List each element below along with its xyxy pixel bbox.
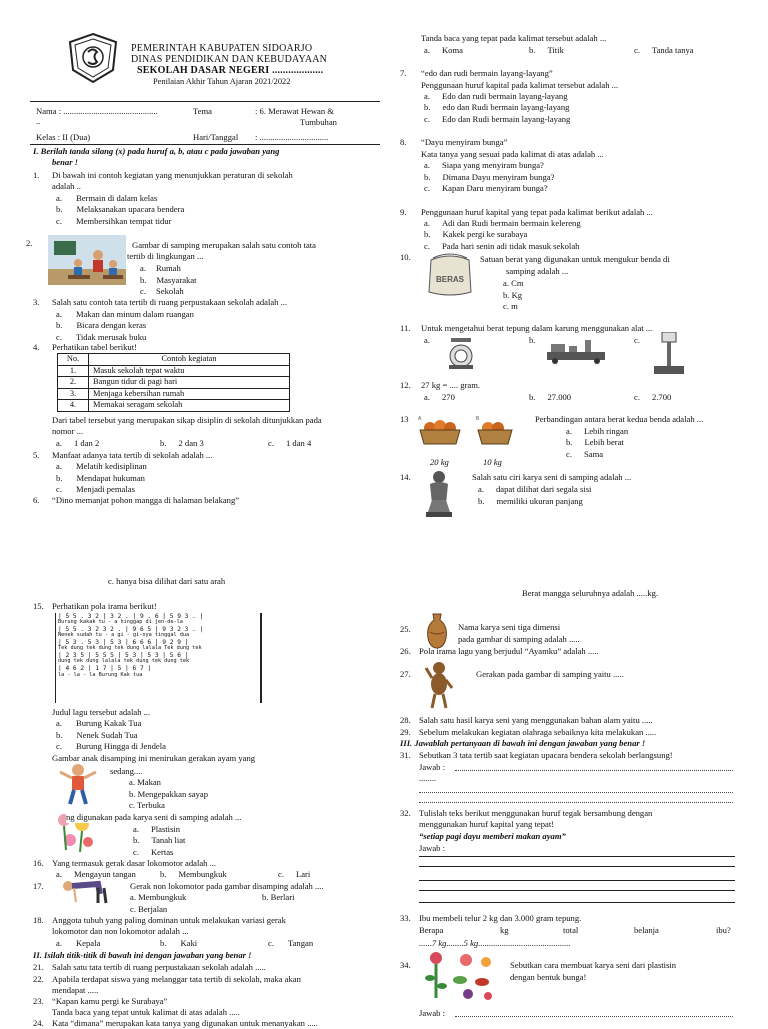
basket-a-weight: 20 kg — [430, 457, 449, 467]
q31-dots: ........ — [419, 773, 437, 783]
name-extra: .. — [36, 116, 41, 126]
q18-option-c[interactable]: c. Tangan — [268, 938, 314, 948]
q2-option-a[interactable]: a. Rumah — [140, 263, 181, 273]
rhythm-notation — [55, 613, 262, 703]
material-question-text: ng digunakan pada karya seni di samping adalah ... — [66, 812, 242, 822]
header-divider — [30, 101, 380, 102]
q18-a: Kepala — [75, 938, 101, 948]
q8-option-a[interactable]: a. Siapa yang menyiram bunga? — [424, 160, 544, 170]
classroom-picture — [48, 235, 126, 285]
q12-option-c[interactable]: c. 2.700 — [634, 392, 672, 402]
q32-text-2: menggunakan huruf kapital yang tepat! — [419, 819, 555, 829]
q3-a: Makan dan minum dalam ruangan — [75, 309, 194, 319]
bending-child-picture — [58, 876, 120, 904]
q28-text: Salah satu hasil karya seni yang menggunakan bahan alam yaitu ..... — [419, 715, 653, 725]
q32-writing-line[interactable] — [419, 902, 735, 903]
q8-text: “Dayu menyiram bunga” — [421, 137, 508, 147]
table-cell-no: 1. — [58, 365, 89, 377]
q16-num: 16. — [33, 858, 44, 868]
q22-num: 22. — [33, 974, 44, 984]
school-name: SEKOLAH DASAR NEGERI — [137, 65, 270, 76]
notation-line: | 5 3 . 5 3 | 5 3 | 6 6 6 | 9 2 9 | — [58, 639, 189, 647]
table-cell-no: 3. — [58, 388, 89, 400]
q10-option-c[interactable]: c. m — [503, 301, 518, 311]
q16-c: Lari — [295, 869, 311, 879]
header-line-1: PEMERINTAH KABUPATEN SIDOARJO — [131, 43, 313, 54]
table-cell-activity: Menjaga kebersihan rumah — [89, 388, 290, 400]
q25-text-2: pada gambar di samping adalah ..... — [458, 634, 580, 644]
q21-text: Salah satu tata tertib di ruang perpustakaan sekolah adalah ..... — [52, 962, 266, 972]
q7-num: 7. — [400, 68, 407, 78]
q15-b: Nenek Sudah Tua — [76, 730, 138, 740]
q3-option-b[interactable]: b. Bicara dengan keras — [56, 320, 147, 330]
q6-text: “Dino memanjat pohon mangga di halaman belakang” — [52, 495, 240, 505]
q13-a: Lebih ringan — [583, 426, 629, 436]
q7-text: “edo dan rudi bermain layang-layang” — [421, 68, 553, 78]
identity-divider — [30, 144, 380, 145]
q17-option-a[interactable]: a. Membungkuk — [130, 892, 187, 902]
q4-option-a[interactable]: a. 1 dan 2 — [56, 438, 100, 448]
q33-word: belanja — [634, 925, 659, 935]
q11-option-a[interactable]: a. — [424, 335, 430, 345]
q25-text: Nama karya seni tiga dimensi — [458, 622, 561, 632]
q33-word: ibu? — [716, 925, 731, 935]
material-option-c[interactable]: c. Kertas — [133, 847, 174, 857]
q5-b: Mendapat hukuman — [76, 473, 145, 483]
q32-num: 32. — [400, 808, 411, 818]
q17-option-c[interactable]: c. Berjalan — [130, 904, 168, 914]
q12-a: 270 — [441, 392, 455, 402]
r-top-option-c[interactable]: c. Tanda tanya — [634, 45, 694, 55]
q4-option-c[interactable]: c. 1 dan 4 — [268, 438, 312, 448]
continued-right: Berat mangga seluruhnya adalah .....kg. — [522, 588, 659, 598]
q27-num: 27. — [400, 669, 411, 679]
table-header-no: No. — [58, 354, 89, 366]
regency-logo — [66, 32, 120, 84]
q18-text: Anggota tubuh yang paling dominan untuk melakukan variasi gerak — [52, 915, 286, 925]
q9-b: Kakek pergi ke surabaya — [442, 229, 528, 239]
q31-answer-line[interactable] — [419, 802, 733, 803]
notation-line: | 4 6 2 | 1 7 | 5 | 6 7 | — [58, 665, 152, 673]
sack-label: BERAS — [435, 275, 465, 284]
q22-text: Apabila terdapat siswa yang melanggar tata tertib di sekolah, maka akan — [52, 974, 301, 984]
q7-text-2: Penggunaan huruf kapital pada kalimat tersebut adalah ... — [421, 80, 619, 90]
school-dots: ................... — [272, 65, 324, 76]
tema-value: : 6. Merawat Hewan & — [255, 106, 334, 116]
q18-b: Kaki — [180, 938, 198, 948]
q1-text: Di bawah ini contoh kegiatan yang menunjukkan peraturan di sekolah — [52, 170, 293, 180]
q10-option-a[interactable]: a. Cm — [503, 278, 524, 288]
statue-picture — [424, 470, 454, 518]
q34-text: Sebutkan cara membuat karya seni dari plastisin — [510, 960, 677, 970]
platform-scale-icon — [652, 332, 686, 376]
fruit-baskets-picture — [416, 412, 518, 458]
q12-num: 12. — [400, 380, 411, 390]
q5-a: Melatih kedisiplinan — [75, 461, 147, 471]
table-row — [58, 400, 290, 412]
table-row — [58, 377, 290, 389]
q26-num: 26. — [400, 646, 411, 656]
q32-text: Tulislah teks berikut menggunakan huruf tegak bersambung dengan — [419, 808, 653, 818]
q4-c: 1 dan 4 — [285, 438, 312, 448]
q13-option-c[interactable]: c. Sama — [566, 449, 604, 459]
q9-option-a[interactable]: a. Adi dan Rudi bermain bermain kelereng — [424, 218, 581, 228]
q9-num: 9. — [400, 207, 407, 217]
q3-num: 3. — [33, 297, 40, 307]
q7-a: Edo dan rudi bermain layang-layang — [441, 91, 568, 101]
r-top-b: Titik — [547, 45, 564, 55]
q2-text: Gambar di samping merupakan salah satu contoh tata — [132, 240, 316, 250]
lyric-line: Tek dung tek dung tek dung lalala Tek dung tek — [58, 645, 202, 652]
q27-text: Gerakan pada gambar di samping yaitu ..... — [476, 669, 624, 679]
q8-option-c[interactable]: c. Kapan Daru menyiram bunga? — [424, 183, 548, 193]
q5-option-c[interactable]: c. Menjadi pemalas — [56, 484, 135, 494]
q14-a: dapat dilihat dari segala sisi — [495, 484, 592, 494]
q32-writing-line[interactable] — [419, 866, 735, 867]
q7-option-a[interactable]: a. Edo dan rudi bermain layang-layang — [424, 91, 568, 101]
q8-b: Dimana Dayu menyiram bunga? — [442, 172, 555, 182]
lyric-line: Nenek sudah tu - a gi - gi-nya tinggal dua — [58, 632, 190, 639]
material-a: Plastisin — [150, 824, 181, 834]
q29-text: Sebelum melakukan kegiatan olahraga sebaiknya kita melakukan ..... — [419, 727, 657, 737]
q8-a: Siapa yang menyiram bunga? — [441, 160, 544, 170]
q9-option-c[interactable]: c. Pada hari senin adi tidak masuk sekolah — [424, 241, 580, 251]
section-1-title-2: benar ! — [52, 157, 79, 167]
basket-b-letter: B — [476, 416, 480, 422]
q10-num: 10. — [400, 252, 411, 262]
q16-b: Membungkuk — [178, 869, 227, 879]
q34-num: 34. — [400, 960, 411, 970]
q5-text: Manfaat adanya tata tertib di sekolah adalah ... — [52, 450, 213, 460]
q15-option-a[interactable]: a. Burung Kakak Tua — [56, 718, 142, 728]
table-row — [58, 388, 290, 400]
q15-num: 15. — [33, 601, 44, 611]
r-top-c: Tanda tanya — [651, 45, 694, 55]
q34-jawab-label: Jawab : — [419, 1008, 446, 1018]
q1-option-c[interactable]: c. Membersihkan tempat tidur — [56, 216, 172, 226]
plasticine-flower-picture — [422, 948, 502, 1004]
q4-a: 1 dan 2 — [73, 438, 100, 448]
q10-option-b[interactable]: b. Kg — [503, 290, 523, 300]
q33-answer-line[interactable]: ......7 kg........5 kg........................................... — [419, 938, 571, 948]
q10-text-2: samping adalah ... — [506, 266, 569, 276]
q12-c: 2.700 — [651, 392, 672, 402]
material-option-b[interactable]: b. Tanah liat — [133, 835, 186, 845]
hari-value: : ................................ — [255, 132, 329, 142]
q32-writing-line[interactable] — [419, 890, 735, 891]
material-c: Kertas — [150, 847, 174, 857]
q32-writing-line[interactable] — [419, 856, 735, 857]
q33-handwritten-2: 5 kg — [463, 938, 479, 948]
q33-text: Ibu membeli telur 2 kg dan 3.000 gram tepung. — [419, 913, 582, 923]
notation-line: | 5 5 . 3 2 | 3 2 . | 9 . 6 | 5 9 3 . | — [58, 613, 204, 620]
q3-option-c[interactable]: c. Tidak merusak buku — [56, 332, 147, 342]
q10-text: Satuan berat yang digunakan untuk mengukur benda di — [480, 254, 670, 264]
q12-b: 27.000 — [547, 392, 572, 402]
q9-a: Adi dan Rudi bermain bermain kelereng — [441, 218, 581, 228]
q11-option-c[interactable]: c. — [634, 335, 640, 345]
r-top-a: Koma — [441, 45, 463, 55]
section-2-title: II. Isilah titik-titik di bawah ini dengan jawaban yang benar ! — [33, 950, 252, 960]
q16-option-c[interactable]: c. Lari — [278, 869, 311, 879]
q16-text: Yang termasuk gerak dasar lokomotor adalah ... — [52, 858, 217, 868]
q16-a: Mengayun tangan — [73, 869, 136, 879]
q24-num: 24. — [33, 1018, 44, 1028]
q16-option-a[interactable]: a. Mengayun tangan — [56, 869, 136, 879]
q1-text-2: adalah .. — [52, 181, 81, 191]
q22-text-2: mendapat ..... — [52, 985, 99, 995]
q9-text: Penggunaan huruf kapital yang tepat pada kalimat berikut adalah ... — [421, 207, 653, 217]
q17-text: Gerak non lokomotor pada gambar disamping adalah .... — [130, 881, 324, 891]
hari-label: Hari/Tanggal — [193, 132, 239, 142]
continued-left: c. hanya bisa dilihat dari satu arah — [108, 576, 226, 586]
q2-b: Masyarakat — [156, 275, 197, 285]
q18-c: Tangan — [287, 938, 314, 948]
kitchen-scale-icon — [446, 336, 476, 370]
q15-after: Judul lagu tersebut adalah ... — [52, 707, 151, 717]
q33-num: 33. — [400, 913, 411, 923]
q7-b: edo dan Rudi bermain layang-layang — [442, 102, 570, 112]
q1-num: 1. — [33, 170, 40, 180]
q1-option-b[interactable]: b. Melaksanakan upacara bendera — [56, 204, 185, 214]
q33-word: total — [563, 925, 579, 935]
tema-value-2: Tumbuhan — [300, 117, 337, 127]
q18-text-2: lokomotor dan non lokomotor adalah ... — [52, 926, 189, 936]
q7-c: Edo dan Rudi bermain layang-layang — [441, 114, 571, 124]
q13-b: Lebih berat — [584, 437, 624, 447]
material-option-a[interactable]: a. Plastisin — [133, 824, 181, 834]
q31-answer-line[interactable] — [455, 770, 733, 771]
q32-jawab-label: Jawab : — [419, 843, 446, 853]
child-flapping-picture — [58, 762, 98, 806]
basket-a-letter: A — [418, 416, 422, 422]
q6-num: 6. — [33, 495, 40, 505]
q33-word: Berapa — [419, 925, 444, 935]
q1-b: Melaksanakan upacara bendera — [76, 204, 185, 214]
chicken-option-a[interactable]: a. Makan — [129, 777, 161, 787]
q2-num: 2. — [26, 238, 33, 248]
q2-a: Rumah — [155, 263, 181, 273]
q3-b: Bicara dengan keras — [76, 320, 147, 330]
q3-c: Tidak merusak buku — [75, 332, 147, 342]
material-b: Tanah liat — [151, 835, 186, 845]
q14-option-b[interactable]: b. memiliki ukuran panjang — [478, 496, 583, 506]
q12-text: 27 kg = .... gram. — [421, 380, 481, 390]
q23-num: 23. — [33, 996, 44, 1006]
q17-option-b[interactable]: b. Berlari — [262, 892, 295, 902]
table-cell-activity: Memakai seragam sekolah — [89, 400, 290, 412]
q4-option-b[interactable]: b. 2 dan 3 — [160, 438, 204, 448]
q1-option-a[interactable]: a. Bermain di dalam kelas — [56, 193, 158, 203]
q2-c: Sekolah — [155, 286, 184, 296]
q5-option-a[interactable]: a. Melatih kedisiplinan — [56, 461, 147, 471]
q8-c: Kapan Daru menyiram bunga? — [441, 183, 548, 193]
q5-num: 5. — [33, 450, 40, 460]
table-row — [58, 365, 290, 377]
table-cell-no: 2. — [58, 377, 89, 389]
q29-num: 29. — [400, 727, 411, 737]
rice-sack-picture — [425, 252, 475, 298]
section-3-title: III. Jawablah pertanyaan di bawah ini dengan jawaban yang benar ! — [400, 738, 646, 748]
header-line-2: DINAS PENDIDIKAN DAN KEBUDAYAAN — [131, 54, 328, 65]
q9-option-b[interactable]: b. Kakek pergi ke surabaya — [424, 229, 528, 239]
lyric-line: dung tek dung lalala tek dung tek dung tek — [58, 658, 190, 665]
q31-jawab-label: Jawab : — [419, 762, 446, 772]
header-school — [137, 65, 323, 78]
q11-num: 11. — [400, 323, 411, 333]
tema-label: Tema — [193, 106, 212, 116]
header-assessment: Penilaian Akhir Tahun Ajaran 2021/2022 — [153, 77, 291, 86]
chicken-question-text-2: sedang.... — [110, 766, 143, 776]
q32-quote: “setiap pagi dayu memberi makan ayam” — [419, 831, 566, 841]
q21-num: 21. — [33, 962, 44, 972]
q13-option-a[interactable]: a. Lebih ringan — [566, 426, 629, 436]
clay-vase-picture — [424, 612, 450, 650]
q15-a: Burung Kakak Tua — [75, 718, 142, 728]
r-top-option-a[interactable]: a. Koma — [424, 45, 463, 55]
q34-answer-line[interactable] — [455, 1016, 733, 1017]
chicken-question-text: Gambar anak disamping ini menirukan gerakan ayam yang — [52, 753, 256, 763]
basket-b-weight: 10 kg — [483, 457, 502, 467]
q5-option-b[interactable]: b. Mendapat hukuman — [56, 473, 145, 483]
chicken-option-b[interactable]: b. Mengepakkan sayap — [129, 789, 208, 799]
q8-num: 8. — [400, 137, 407, 147]
q4-after-2: nomor ... — [52, 426, 84, 436]
q1-c: Membersihkan tempat tidur — [75, 216, 172, 226]
q28-num: 28. — [400, 715, 411, 725]
q9-c: Pada hari senin adi tidak masuk sekolah — [441, 241, 580, 251]
q3-text: Salah satu contoh tata tertib di ruang perpustakaan sekolah adalah ... — [52, 297, 288, 307]
monkey-movement-picture — [424, 660, 454, 710]
r-top-option-b[interactable]: b. Titik — [529, 45, 564, 55]
q8-text-2: Kata tanya yang sesuai pada kalimat di atas adalah ... — [421, 149, 604, 159]
lyric-line: la - la - la Burung Kak tua — [58, 671, 143, 678]
q26-text: Pola irama lagu yang berjudul “Ayamku” adalah ..... — [419, 646, 599, 656]
q7-option-b[interactable]: b. edo dan Rudi bermain layang-layang — [424, 102, 570, 112]
q13-option-b[interactable]: b. Lebih berat — [566, 437, 624, 447]
q31-num: 31. — [400, 750, 411, 760]
q13-text: Perbandingan antara berat kedua benda adalah ... — [535, 414, 704, 424]
kelas-field: Kelas : II (Dua) — [36, 132, 91, 142]
table-cell-activity: Masuk sekolah tepat waktu — [89, 365, 290, 377]
q2-option-c[interactable]: c. Sekolah — [140, 286, 184, 296]
q12-option-b[interactable]: b. 27.000 — [529, 392, 572, 402]
q11-option-b[interactable]: b. — [529, 335, 536, 345]
r-top-text: Tanda baca yang tepat pada kalimat tersebut adalah ... — [421, 33, 607, 43]
q32-writing-line[interactable] — [419, 880, 735, 881]
q17-num: 17. — [33, 881, 44, 891]
table-cell-no: 4. — [58, 400, 89, 412]
q13-num: 13 — [400, 414, 409, 424]
q25-num: 25. — [400, 624, 411, 634]
q5-c: Menjadi pemalas — [75, 484, 135, 494]
q18-option-b[interactable]: b. Kaki — [160, 938, 198, 948]
q4-num: 4. — [33, 342, 40, 352]
activity-table — [57, 353, 290, 412]
q13-c: Sama — [583, 449, 604, 459]
notation-line: | 5 5 . 3 2 3 2 . | 9 6 5 | 9 3 2 3 . | — [58, 626, 204, 634]
q2-option-b[interactable]: b. Masyarakat — [140, 275, 197, 285]
balance-scale-icon — [545, 338, 607, 364]
q14-num: 14. — [400, 472, 411, 482]
q23-text-2: Tanda baca yang tepat untuk kalimat di atas adalah ..... — [52, 1007, 240, 1017]
q14-text: Salah satu ciri karya seni di samping adalah ... — [472, 472, 632, 482]
q4-after: Dari tabel tersebut yang merupakan sikap disiplin di sekolah ditunjukkan pada — [52, 415, 322, 425]
q15-c: Burung Hingga di Jendela — [75, 741, 166, 751]
q24-text: Kata “dimana” merupakan kata tanya yang digunakan untuk menanyakan ..... — [52, 1018, 318, 1028]
q15-text: Perhatikan pola irama berikut! — [52, 601, 157, 611]
q3-option-a[interactable]: a. Makan dan minum dalam ruangan — [56, 309, 194, 319]
q12-option-a[interactable]: a. 270 — [424, 392, 455, 402]
q23-text: “Kapan kamu pergi ke Surabaya” — [52, 996, 168, 1006]
q14-option-a[interactable]: a. dapat dilihat dari segala sisi — [478, 484, 592, 494]
q31-answer-line[interactable] — [419, 792, 733, 793]
table-cell-activity: Bangun tidur di pagi hari — [89, 377, 290, 389]
table-header-row — [58, 354, 290, 366]
q18-option-a[interactable]: a. Kepala — [56, 938, 101, 948]
notation-line: | 2 3 5 | 5 5 5 | 5 3 | 5 3 | 5 6 | — [58, 652, 189, 660]
lyric-line: Burung kakak tu - a hinggap di jen-de-la — [58, 619, 183, 626]
q11-text: Untuk mengetahui berat tepung dalam karung menggunakan alat ... — [421, 323, 653, 333]
q8-option-b[interactable]: b. Dimana Dayu menyiram bunga? — [424, 172, 555, 182]
q18-num: 18. — [33, 915, 44, 925]
section-1-title: I. Berilah tanda silang (x) pada huruf a, b, atau c pada jawaban yang — [33, 146, 280, 156]
q16-option-b[interactable]: b. Membungkuk — [160, 869, 227, 879]
q33-word: kg — [500, 925, 509, 935]
q2-text-2: tertib di lingkungan ... — [127, 251, 204, 261]
q33-handwritten-1: 7 kg — [431, 938, 447, 948]
q4-text: Perhatikan tabel berikut! — [52, 342, 137, 352]
q34-text-2: dengan bentuk bunga! — [510, 972, 587, 982]
q7-option-c[interactable]: c. Edo dan Rudi bermain layang-layang — [424, 114, 571, 124]
chicken-option-c[interactable]: c. Terbuka — [129, 800, 165, 810]
q15-option-c[interactable]: c. Burung Hingga di Jendela — [56, 741, 166, 751]
q4-b: 2 dan 3 — [178, 438, 204, 448]
q14-b: memiliki ukuran panjang — [496, 496, 583, 506]
table-header-activity: Contoh kegiatan — [89, 354, 290, 366]
q31-text: Sebutkan 3 tata tertib saat kegiatan upacara bendera sekolah berlangsung! — [419, 750, 673, 760]
q15-option-b[interactable]: b. Nenek Sudah Tua — [56, 730, 138, 740]
name-field: Nama : ............................................ — [36, 106, 158, 116]
q1-a: Bermain di dalam kelas — [75, 193, 158, 203]
